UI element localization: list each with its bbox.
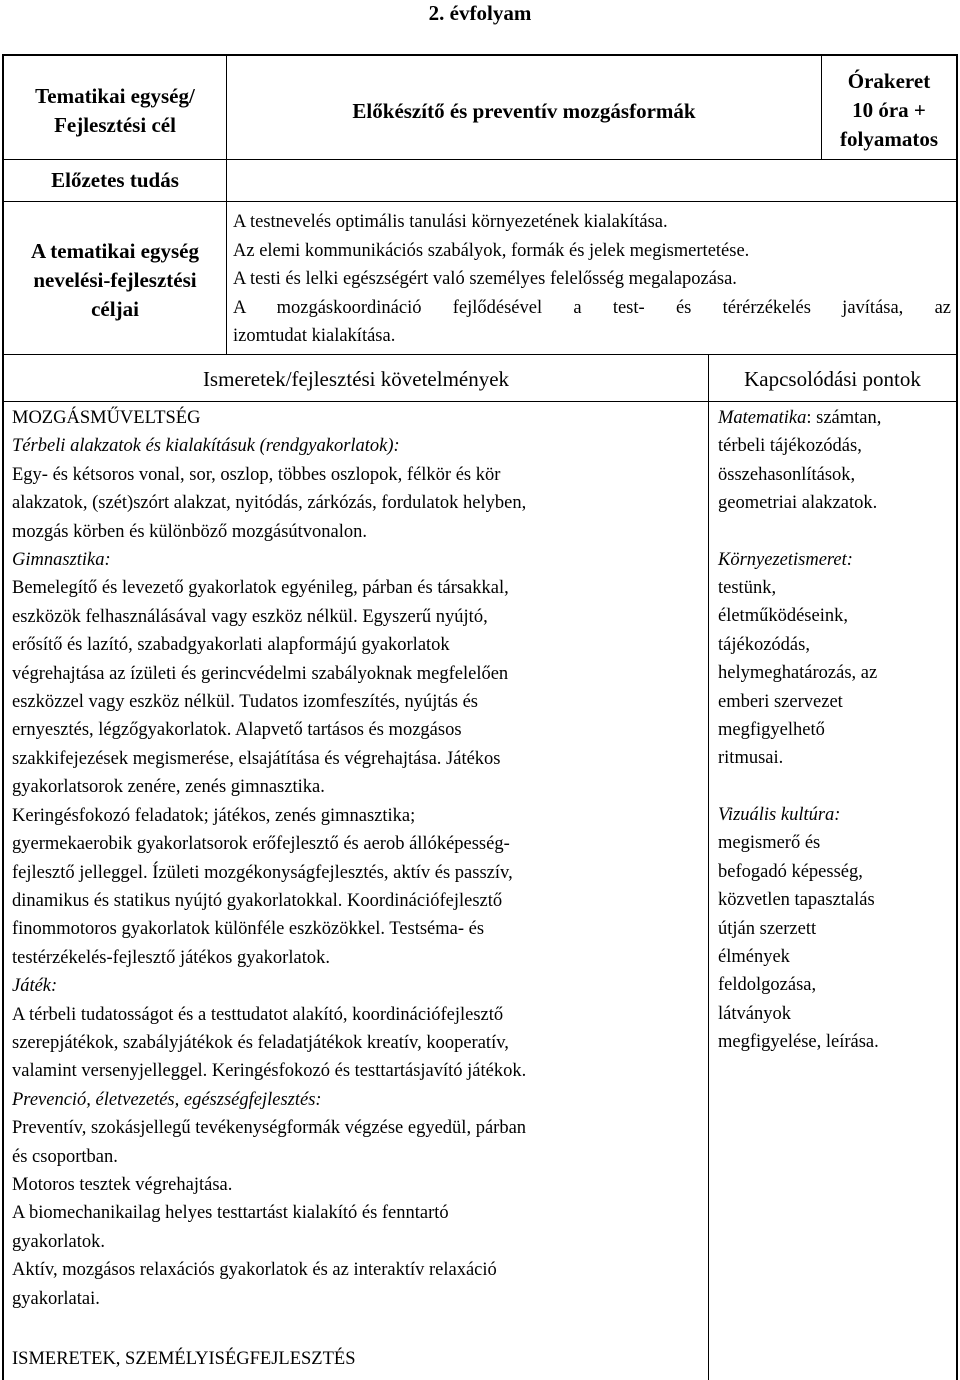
text-line: gyermekaerobik gyakorlatsorok erőfejlesztő és aerob állóképesség- — [12, 834, 510, 855]
math-first-line: : számtan, — [806, 408, 882, 428]
connections-content — [718, 404, 954, 1057]
text-line: élmények — [718, 946, 790, 967]
hours-block — [822, 67, 956, 154]
text-line: gyakorlatsorok zenére, zenés gimnasztika. — [12, 777, 325, 798]
goals-label — [4, 237, 226, 324]
goal-line: A testi és lelki egészségért való személyes felelősség megalapozása. — [233, 269, 737, 289]
text-line: Preventív, szokásjellegű tevékenységformák végzése egyedül, párban — [12, 1118, 527, 1139]
goal-line: A testnevelés optimális tanulási környezetének kialakítása. — [233, 212, 668, 232]
game-heading: Játék: — [12, 976, 58, 997]
text-line: térbeli tájékozódás, — [718, 436, 862, 457]
section-title: MOZGÁSMŰVELTSÉG — [12, 408, 201, 428]
text-line: végrehajtása az ízületi és gerincvédelmi szabályoknak megfelelően — [12, 663, 509, 684]
bottom-section-title: ISMERETEK, SZEMÉLYISÉGFEJLESZTÉS — [12, 1349, 356, 1369]
goal-line: A mozgáskoordináció fejlődésével a test- és térérzékelés javítása, az — [233, 297, 951, 318]
text-line: dinamikus és statikus nyújtó gyakorlatokkal. Koordinációfejlesztő — [12, 890, 503, 911]
unit-title: Előkészítő és preventív mozgásformák — [352, 99, 696, 123]
goals-label-line: A tematikai egység — [31, 239, 199, 263]
text-line: geometriai alakzatok. — [718, 493, 878, 514]
text-line: emberi szervezet — [718, 691, 843, 712]
text-line: valamint versenyjelleggel. Keringésfokozó és testtartásjavító játékok. — [12, 1061, 527, 1082]
text-line: tájékozódás, — [718, 634, 810, 655]
text-line: összehasonlítások, — [718, 464, 856, 485]
goals-label-line: céljai — [91, 297, 139, 321]
gym-heading: Gimnasztika: — [12, 550, 111, 571]
text-line: ritmusai. — [718, 748, 784, 769]
text-line: Aktív, mozgásos relaxációs gyakorlatok és az interaktív relaxáció — [12, 1260, 497, 1281]
text-line: testérzékelés-fejlesztő játékos gyakorlatok. — [12, 947, 330, 968]
text-line: megismerő és — [718, 833, 821, 854]
text-line: Motoros tesztek végrehajtása. — [12, 1174, 233, 1195]
connections-header: Kapcsolódási pontok — [744, 367, 921, 391]
text-line: befogadó képesség, — [718, 861, 863, 882]
text-line: mozgás körben és különböző mozgásútvonalon. — [12, 521, 368, 542]
text-line: A térbeli tudatosságot és a testtudatot alakító, koordinációfejlesztő — [12, 1004, 504, 1025]
text-line: megfigyelése, leírása. — [718, 1032, 879, 1053]
text-line: gyakorlatai. — [12, 1288, 100, 1309]
goal-line: Az elemi kommunikációs szabályok, formák és jelek megismertetése. — [233, 240, 750, 261]
text-line: finommotoros gyakorlatok különféle eszközökkel. Testséma- és — [12, 919, 485, 940]
hours-label: Órakeret — [847, 69, 931, 93]
text-line: eszközök felhasználásával vagy eszköz nélkül. Egyszerű nyújtó, — [12, 606, 488, 627]
text-line: közvetlen tapasztalás — [718, 890, 875, 911]
unit-label — [4, 82, 226, 140]
grade-title: 2. évfolyam — [428, 1, 532, 25]
text-line: feldolgozása, — [718, 975, 817, 996]
spatial-heading: Térbeli alakzatok és kialakításuk (rendgyakorlatok): — [12, 436, 400, 457]
text-line: fejlesztő jelleggel. Ízületi mozgékonyságfejlesztés, aktív és passzív, — [12, 862, 513, 883]
text-line: és csoportban. — [12, 1146, 118, 1167]
text-line: ernyesztés, légzőgyakorlatok. Alapvető tartásos és mozgásos — [12, 720, 462, 741]
prior-knowledge-label: Előzetes tudás — [51, 168, 179, 192]
requirements-content — [12, 404, 702, 1373]
math-connection — [718, 404, 954, 432]
text-line: alakzatok, (szét)szórt alakzat, nyitódás, zárkózás, fordulatok helyben, — [12, 493, 527, 514]
hours-value: 10 óra + — [852, 98, 926, 122]
text-line: eszközzel vagy eszköz nélkül. Tudatos izomfeszítés, nyújtás és — [12, 692, 478, 713]
text-line: gyakorlatok. — [12, 1231, 105, 1252]
unit-label-line: Tematikai egység/ — [35, 84, 195, 108]
prevention-heading: Prevenció, életvezetés, egészségfejlesztés: — [12, 1089, 322, 1110]
text-line: útján szerzett — [718, 918, 817, 939]
math-label: Matematika — [718, 408, 807, 428]
text-line: Keringésfokozó feladatok; játékos, zenés gimnasztika; — [12, 805, 416, 826]
goals-label-line: nevelési-fejlesztési — [33, 268, 197, 292]
text-line: A biomechanikailag helyes testtartást kialakító és fenntartó — [12, 1203, 449, 1224]
requirements-header: Ismeretek/fejlesztési követelmények — [202, 367, 510, 391]
goals-text — [233, 208, 951, 351]
text-line: testünk, — [718, 578, 777, 599]
text-line: helymeghatározás, az — [718, 663, 878, 684]
text-line: szerepjátékok, szabályjátékok és feladatjátékok kreatív, kooperatív, — [12, 1032, 509, 1053]
text-line: megfigyelhető — [718, 720, 825, 741]
visual-label: Vizuális kultúra: — [718, 804, 841, 825]
unit-label-line: Fejlesztési cél — [54, 113, 176, 137]
text-line: erősítő és lazító, szabadgyakorlati alapformájú gyakorlatok — [12, 635, 450, 656]
text-line: életműködéseink, — [718, 606, 848, 627]
text-line: látványok — [718, 1003, 791, 1024]
hours-continuous: folyamatos — [840, 127, 938, 151]
text-line: szakkifejezések megismerése, elsajátítása és végrehajtása. Játékos — [12, 748, 501, 769]
env-label: Környezetismeret: — [718, 549, 853, 570]
text-line: Bemelegítő és levezető gyakorlatok egyénileg, párban és társakkal, — [12, 578, 509, 599]
goal-line: izomtudat kialakítása. — [233, 326, 396, 346]
text-line: Egy- és kétsoros vonal, sor, oszlop, többes oszlopok, félkör és kör — [12, 464, 501, 485]
